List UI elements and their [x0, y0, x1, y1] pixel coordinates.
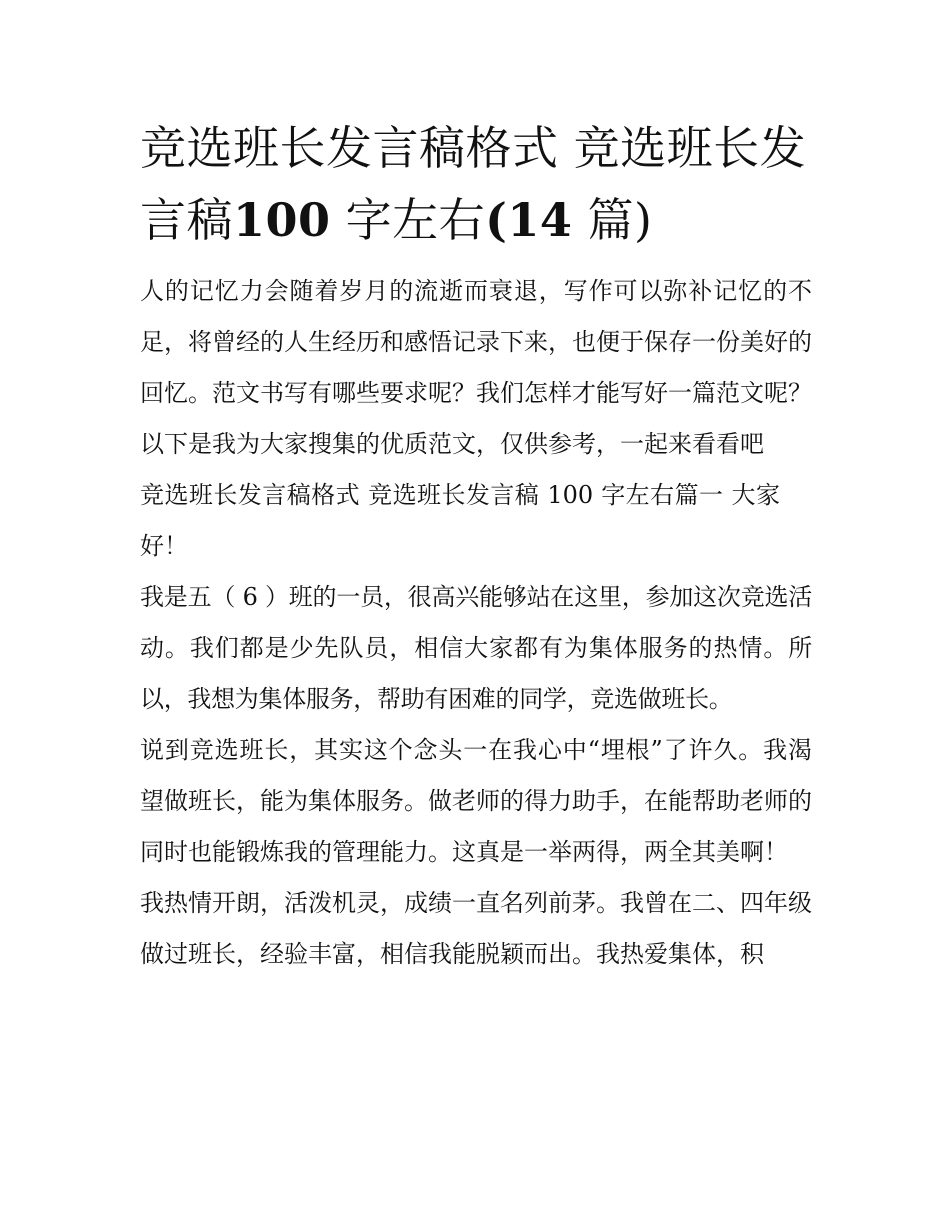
title-text-1: 竞选班长发言稿格式 竞选班长发言稿 — [140, 121, 807, 247]
title-number-100: 100 — [233, 193, 331, 247]
title-number-14: (14 — [485, 193, 573, 247]
body-paragraph-1: 我是五（ 6 ）班的一员，很高兴能够站在这里，参加这次竞选活动。我们都是少先队员，相信大家都有为集体服务的热情。所以，我想为集体服务，帮助有困难的同学，竞选做班长。 — [140, 583, 812, 713]
document-page — [140, 112, 812, 980]
title-text-2: 字左右 — [330, 193, 486, 247]
section-heading-paragraph: 竞选班长发言稿格式 竞选班长发言稿 100 字左右篇一 大家好！ — [140, 481, 780, 560]
body-paragraph-3: 我热情开朗，活泼机灵，成绩一直名列前茅。我曾在二、四年级做过班长，经验丰富，相信我能脱颖而出。我热爱集体，积 — [140, 889, 812, 968]
title-text-3: 篇) — [572, 193, 653, 247]
document-title — [140, 112, 812, 256]
intro-paragraph: 人的记忆力会随着岁月的流逝而衰退，写作可以弥补记忆的不足，将曾经的人生经历和感悟记录下来，也便于保存一份美好的回忆。范文书写有哪些要求呢？我们怎样才能写好一篇范文呢？以下是我为大家搜集的优质范文，仅供参考，一起来看看吧 — [140, 277, 812, 458]
body-paragraph-2: 说到竞选班长，其实这个念头一在我心中“埋根”了许久。我渴望做班长，能为集体服务。做老师的得力助手，在能帮助老师的同时也能锻炼我的管理能力。这真是一举两得，两全其美啊！ — [140, 736, 812, 866]
